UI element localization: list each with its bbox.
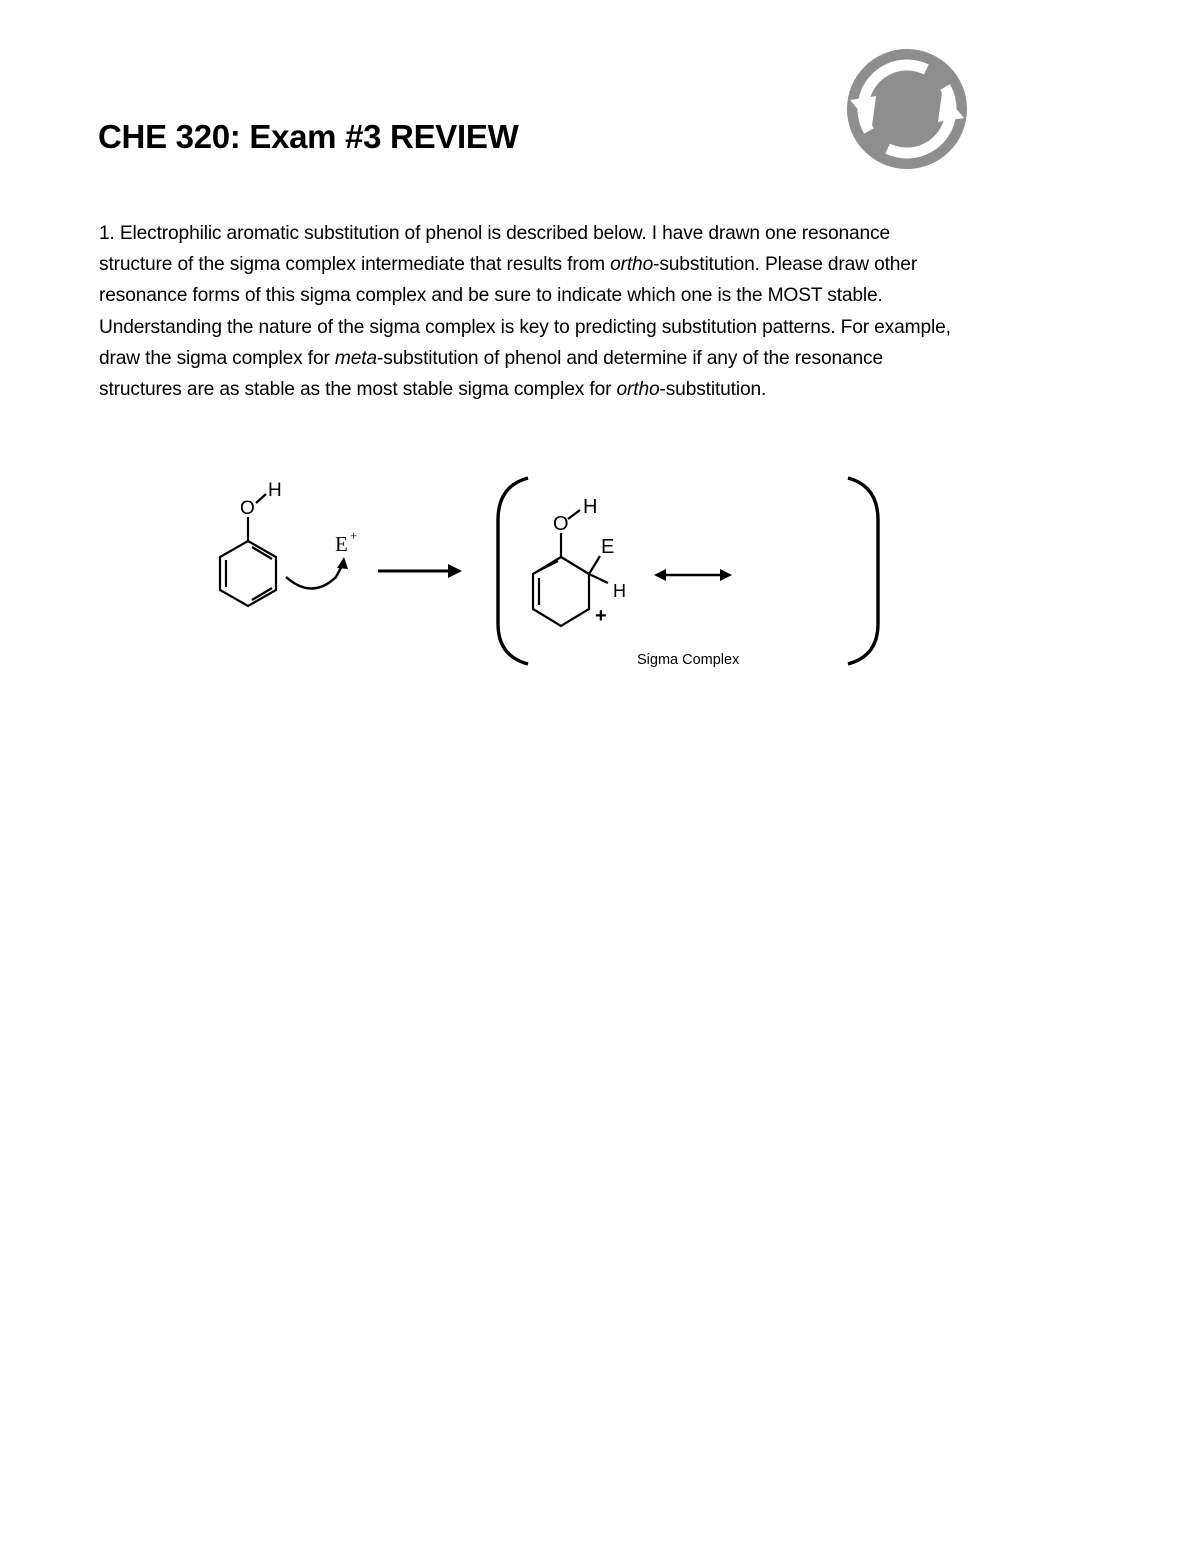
right-bracket (848, 478, 878, 664)
complex-oh-hydrogen-label: H (583, 496, 598, 518)
resonance-arrowhead-right (720, 569, 732, 581)
page-title: CHE 320: Exam #3 REVIEW (98, 118, 519, 155)
question-line: Understanding the nature of the sigma complex is key to predicting substitution patterns. For example, (99, 316, 951, 338)
sigma-complex-caption: Sigma Complex (637, 652, 740, 668)
phenol-oxygen-label: O (240, 498, 255, 519)
question-line: draw the sigma complex for meta-substitution of phenol and determine if any of the resonance (99, 347, 883, 369)
curved-mechanism-arrow (286, 564, 343, 589)
question-line: resonance forms of this sigma complex and be sure to indicate which one is the MOST stable. (99, 285, 883, 307)
carbocation-charge: + (595, 605, 607, 627)
resonance-arrowhead-left (654, 569, 666, 581)
refresh-cycle-icon (846, 48, 968, 170)
electrophile-label: E (335, 532, 348, 556)
complex-oxygen-label: O (553, 513, 569, 535)
left-bracket (498, 478, 528, 664)
complex-hydrogen-label: H (613, 581, 626, 601)
question-1 (99, 218, 1109, 405)
phenol-hydrogen-label: H (268, 480, 282, 501)
question-line: structure of the sigma complex intermediate that results from ortho-substitution. Please draw other (99, 254, 918, 276)
reaction-scheme (0, 460, 1200, 690)
reaction-arrowhead (448, 564, 462, 578)
complex-electrophile-label: E (601, 536, 615, 558)
curved-arrowhead (337, 557, 348, 569)
question-line: structures are as stable as the most stable sigma complex for ortho-substitution. (99, 379, 767, 401)
electrophile-charge: + (350, 528, 358, 543)
question-line: 1. Electrophilic aromatic substitution of phenol is described below. I have drawn one resonance (99, 223, 891, 244)
